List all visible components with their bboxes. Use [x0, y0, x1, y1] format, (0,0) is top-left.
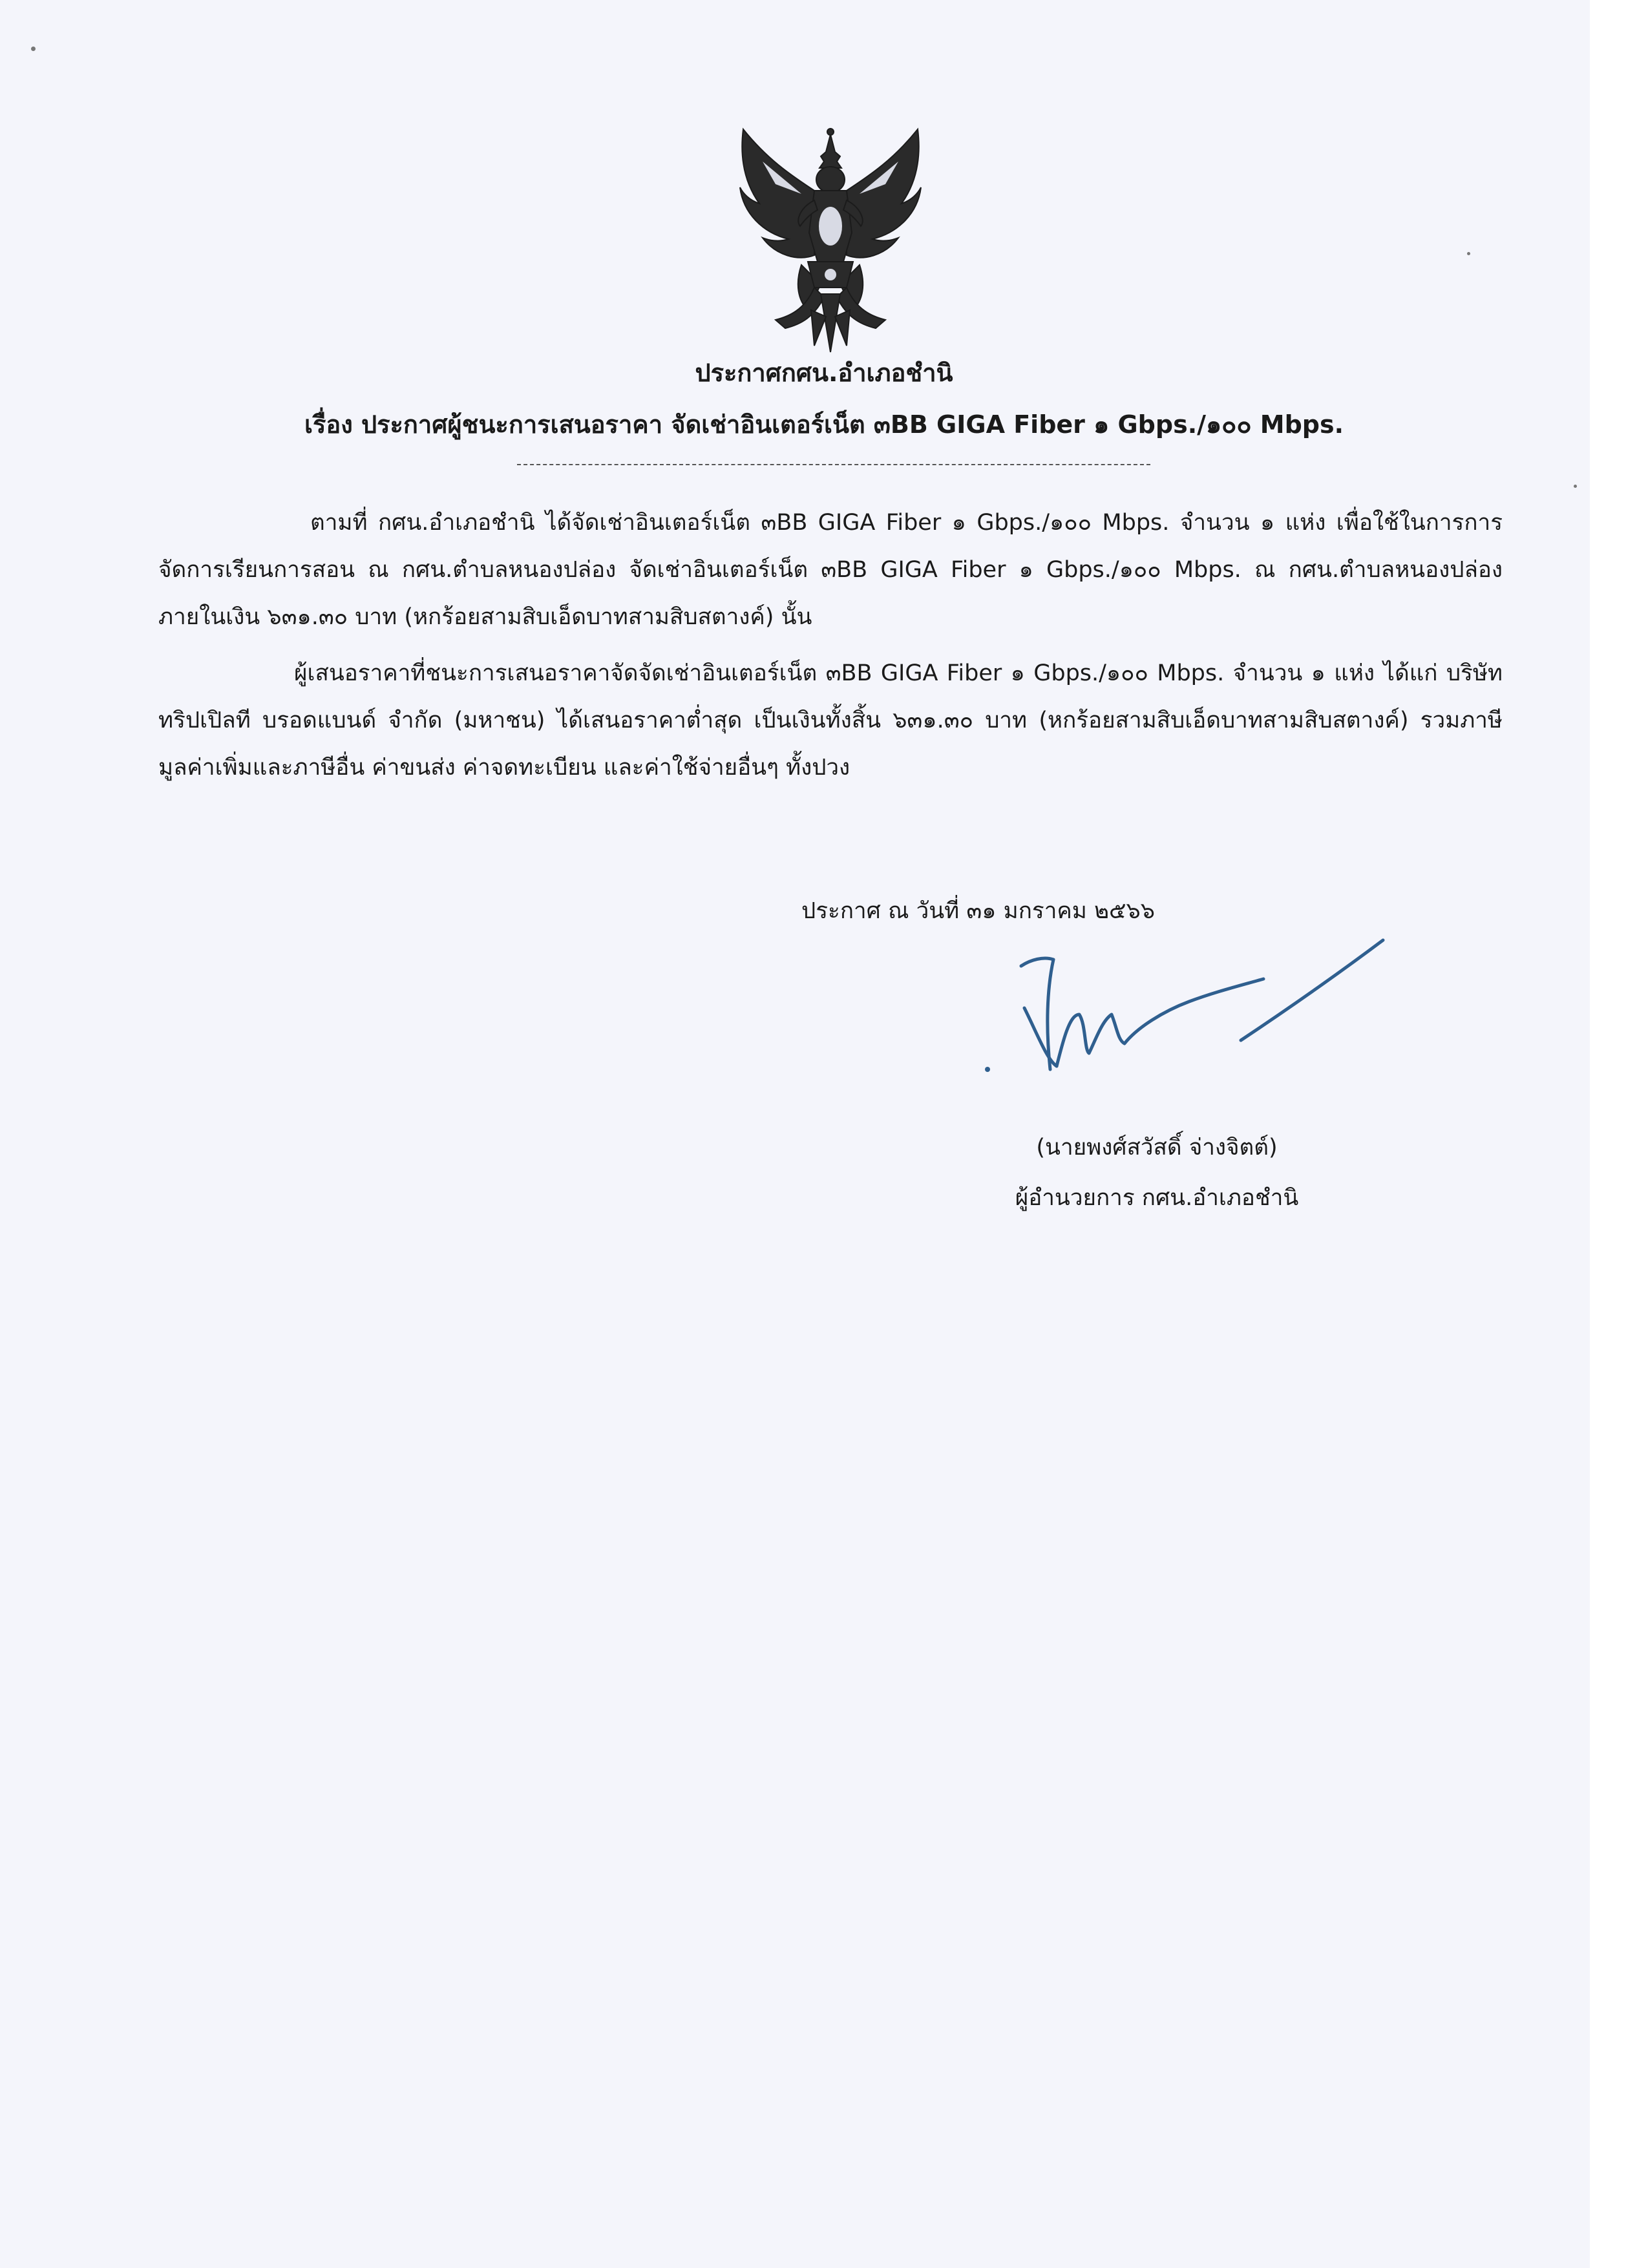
signer-position: ผู้อำนวยการ กศน.อำเภอชำนิ	[1015, 1185, 1299, 1211]
scan-speck	[1574, 485, 1577, 488]
scan-margin	[1590, 0, 1648, 2268]
body-paragraph-1: ตามที่ กศน.อำเภอชำนิ ได้จัดเช่าอินเตอร์เน็ต ๓BB GIGA Fiber ๑ Gbps./๑๐๐ Mbps. จำนวน ๑ แห่ง เพื่อใช้ในการการจัดการเรียนการสอน ณ กศน.ตำบลหนองปล่อง จัดเช่าอินเตอร์เน็ต ๓BB GIGA Fiber ๑ Gbps./๑๐๐ Mbps. ณ กศน.ตำบลหนองปล่อง ภายในเงิน ๖๓๑.๓๐ บาท (หกร้อยสามสิบเอ็ดบาทสามสิบสตางค์) นั้น	[158, 510, 1503, 630]
signer-name: (นายพงศ์สวัสดิ์ จ่างจิตต์)	[1036, 1135, 1278, 1160]
scan-speck	[1467, 252, 1470, 255]
garuda-emblem-icon	[724, 123, 937, 355]
handwritten-signature	[969, 930, 1396, 1092]
scan-speck	[31, 47, 36, 51]
body-paragraph-2: ผู้เสนอราคาที่ชนะการเสนอราคาจัดจัดเช่าอินเตอร์เน็ต ๓BB GIGA Fiber ๑ Gbps./๑๐๐ Mbps. จำนวน ๑ แห่ง ได้แก่ บริษัท ทริปเปิลที บรอดแบนด์ จำกัด (มหาชน) ได้เสนอราคาต่ำสุด เป็นเงินทั้งสิ้น ๖๓๑.๓๐ บาท (หกร้อยสามสิบเอ็ดบาทสามสิบสตางค์) รวมภาษีมูลค่าเพิ่มและภาษีอื่น ค่าขนส่ง ค่าจดทะเบียน และค่าใช้จ่ายอื่นๆ ทั้งปวง	[158, 660, 1503, 781]
announcement-subject: เรื่อง ประกาศผู้ชนะการเสนอราคา จัดเช่าอินเตอร์เน็ต ๓BB GIGA Fiber ๑ Gbps./๑๐๐ Mbps.	[304, 410, 1344, 439]
header-divider	[517, 464, 1150, 465]
announcement-title: ประกาศกศน.อำเภอชำนิ	[695, 359, 953, 387]
announcement-date: ประกาศ ณ วันที่ ๓๑ มกราคม ๒๕๖๖	[801, 898, 1155, 924]
